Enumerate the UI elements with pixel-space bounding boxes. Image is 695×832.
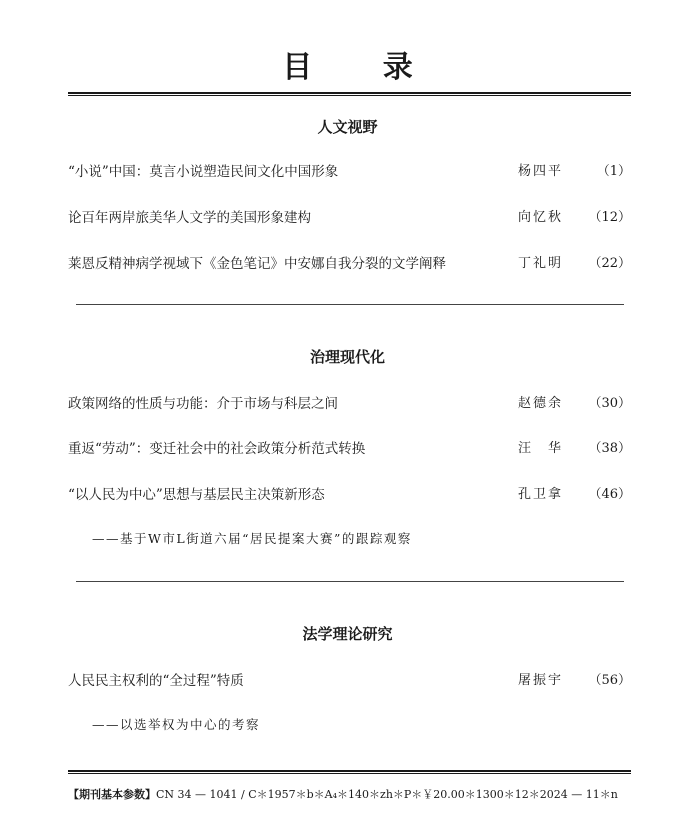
entry-title: 政策网络的性质与功能：介于市场与科层之间 [68, 396, 338, 412]
section-heading: 人文视野 [317, 118, 378, 136]
entry-page: （30） [588, 396, 631, 411]
page-title: 目 录 [282, 50, 443, 85]
entry-title: 重返“劳动”：变迁社会中的社会政策分析范式转换 [68, 441, 366, 457]
entry-author: 杨四平 [517, 164, 563, 179]
entry-title: 人民民主权利的“全过程”特质 [68, 673, 244, 689]
toc-entry[interactable] [68, 437, 631, 457]
section-divider [76, 581, 624, 582]
entry-author: 向忆秋 [517, 210, 563, 225]
toc-entry[interactable] [68, 669, 631, 689]
entry-page: （22） [588, 256, 631, 271]
toc-entry[interactable] [68, 483, 631, 503]
section-heading: 治理现代化 [309, 348, 385, 366]
entry-title: “小说”中国：莫言小说塑造民间文化中国形象 [68, 164, 339, 180]
section-divider [76, 304, 624, 305]
entry-author: 丁礼明 [517, 256, 563, 271]
toc-entry[interactable] [68, 392, 631, 412]
footer-label: 【期刊基本参数】 [68, 788, 156, 801]
footer-divider [68, 770, 631, 774]
entry-author: 屠振宇 [517, 673, 563, 688]
section-heading: 法学理论研究 [302, 625, 393, 643]
entry-page: （1） [596, 164, 631, 179]
toc-entry[interactable] [68, 252, 631, 272]
entry-page: （12） [588, 210, 631, 225]
entry-author: 汪 华 [517, 441, 563, 456]
entry-subtitle: ——以选举权为中心的考察 [92, 717, 261, 732]
journal-parameters [68, 786, 631, 802]
entry-author: 孔卫拿 [517, 487, 563, 502]
entry-title: 莱恩反精神病学视域下《金色笔记》中安娜自我分裂的文学阐释 [68, 256, 446, 272]
entry-title: 论百年两岸旅美华人文学的美国形象建构 [68, 210, 311, 226]
entry-author: 赵德余 [517, 396, 563, 411]
entry-title: “以人民为中心”思想与基层民主决策新形态 [68, 487, 325, 503]
entry-page: （46） [588, 487, 631, 502]
entry-page: （56） [588, 673, 631, 688]
entry-subtitle: ——基于W市L街道六届“居民提案大赛”的跟踪观察 [92, 531, 412, 546]
entry-page: （38） [588, 441, 631, 456]
toc-entry[interactable] [68, 160, 631, 180]
toc-entry[interactable] [68, 206, 631, 226]
footer-text: CN 34 — 1041 / C＊1957＊b＊A₄＊140＊zh＊P＊￥20.00＊1300＊12＊2024 — 11＊n [156, 788, 618, 801]
title-divider [68, 92, 631, 96]
